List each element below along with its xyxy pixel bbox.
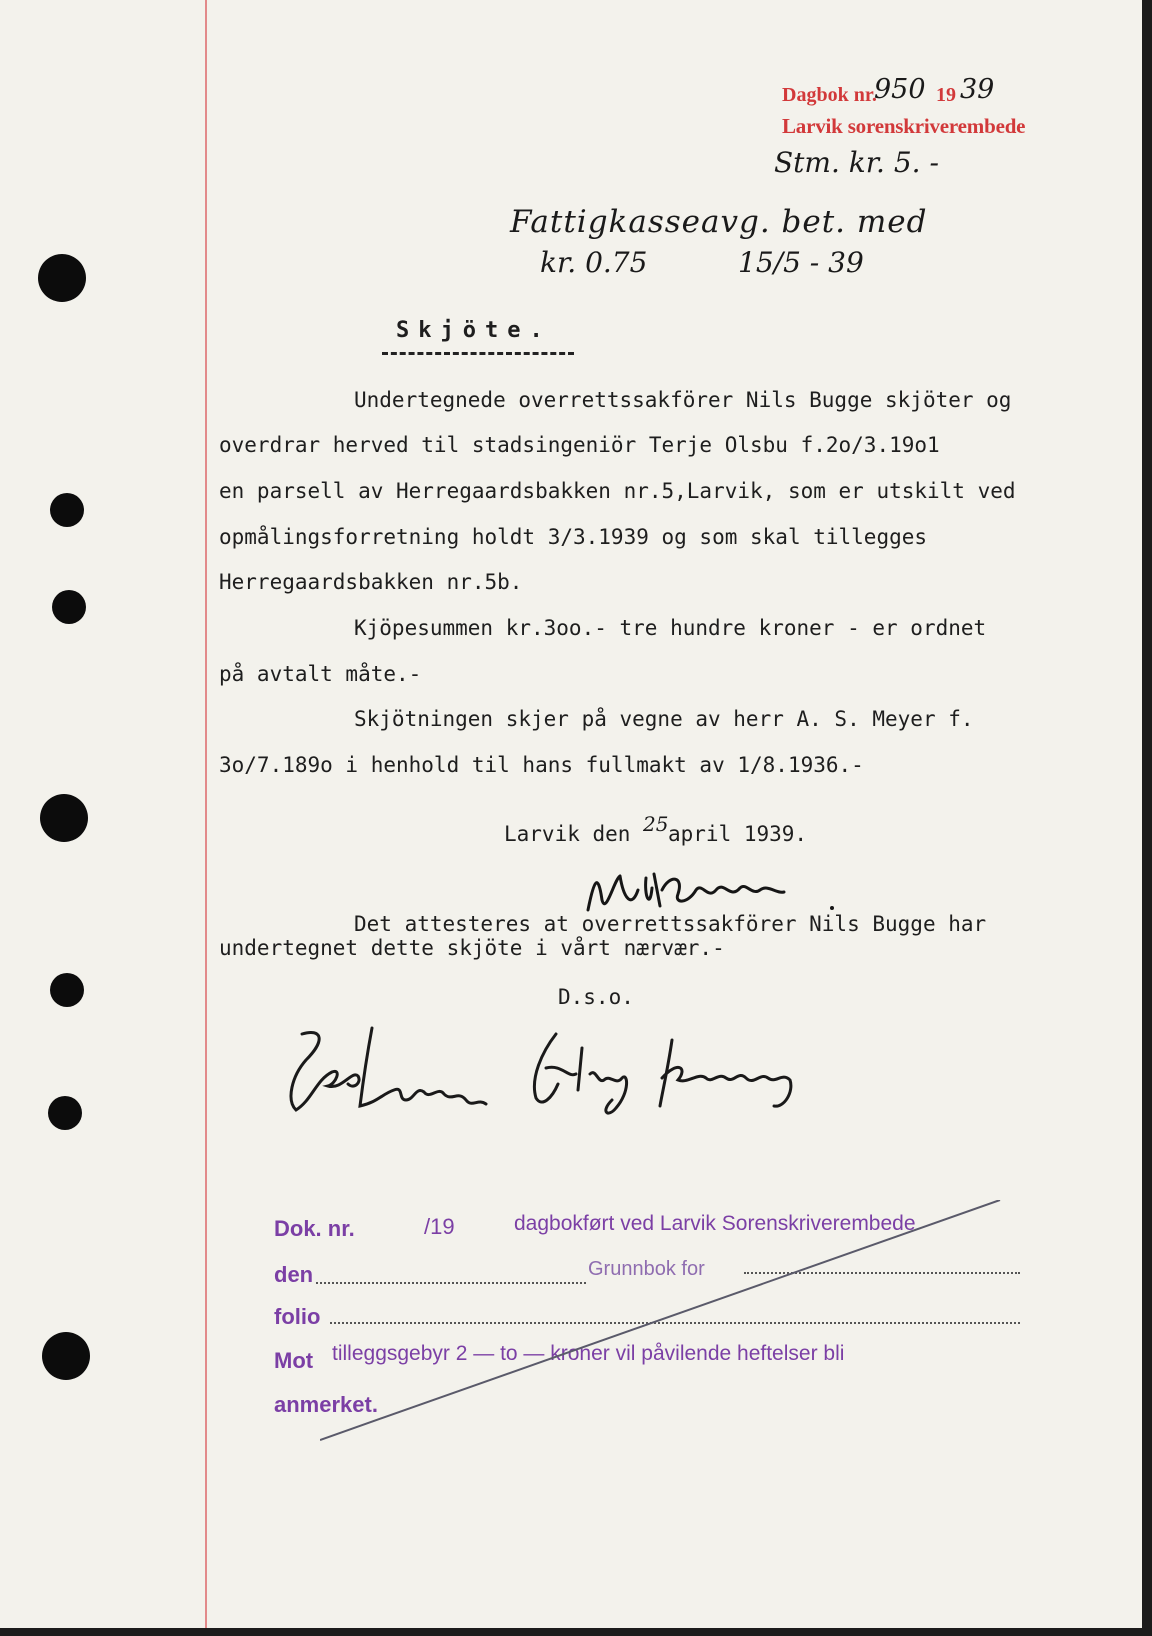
dagbok-stamp [782,84,877,107]
deed-line: 3o/7.189o i henhold til hans fullmakt av 1/8.1936.- [219,753,864,777]
deed-line: opmålingsforretning holdt 3/3.1939 og som skal tillegges [219,525,928,549]
binder-hole [50,493,84,527]
poor-fund-date: 15/5 - 39 [738,246,864,279]
title-underline [382,352,574,355]
poor-fund-amount: kr. 0.75 [540,246,648,279]
dagbok-year-prefix: 19 [936,84,956,106]
poor-fund-note: Fattigkasseavg. bet. med [510,204,928,240]
den-label: den [274,1262,314,1287]
binder-hole [38,254,86,302]
deed-line: Herregaardsbakken nr.5b. [219,570,523,594]
witness-signature-2 [512,1028,822,1128]
mot-label: Mot [274,1348,314,1373]
grunnbok-label: Grunnbok for [588,1258,705,1280]
anmerket-label: anmerket. [274,1392,378,1417]
binder-hole [50,973,84,1007]
place-date-day: 25 [643,812,669,836]
dagbok-number: 950 [874,74,926,105]
place-date-after: april 1939. [668,822,808,846]
witness-signature-1 [282,1020,502,1120]
dso: D.s.o. [558,985,634,1009]
deed-line: overdrar herved til stadsingeniör Terje Olsbu f.2o/3.19o1 [219,433,940,457]
deed-title: Skjöte. [396,318,552,343]
attest-line: Det attesteres at overrettssakförer Nils Bugge har [354,912,987,936]
registered-text: dagbokført ved Larvik Sorenskriverembede [514,1212,916,1235]
attest-line: undertegnet dette skjöte i vårt nærvær.- [219,936,725,960]
deed-line: Skjötningen skjer på vegne av herr A. S. Meyer f. [354,707,974,731]
deed-line: Kjöpesummen kr.3oo.- tre hundre kroner - er ordnet [354,616,987,640]
binder-hole [52,590,86,624]
dagbok-label: Dagbok nr. [782,84,877,106]
strike-line [320,1200,1040,1460]
dok-label: Dok. nr. [274,1216,355,1241]
dagbok-year-suffix: 39 [960,74,995,105]
office-stamp: Larvik sorenskriverembede [782,114,1026,138]
fee-note: Stm. kr. 5. - [774,146,939,179]
folio-label: folio [274,1304,321,1329]
binder-hole [42,1332,90,1380]
margin-line [205,0,207,1628]
binder-hole [48,1096,82,1130]
dok-year-label: /19 [424,1214,455,1239]
deed-line: en parsell av Herregaardsbakken nr.5,Larvik, som er utskilt ved [219,479,1016,503]
deed-line: på avtalt måte.- [219,662,422,686]
place-date-before: Larvik den [504,822,631,846]
binder-hole [40,794,88,842]
fee-text: tilleggsgebyr 2 — to — kroner vil påvilende heftelser bli [332,1342,845,1365]
deed-line: Undertegnede overrettssakförer Nils Bugge skjöter og [354,388,1012,412]
